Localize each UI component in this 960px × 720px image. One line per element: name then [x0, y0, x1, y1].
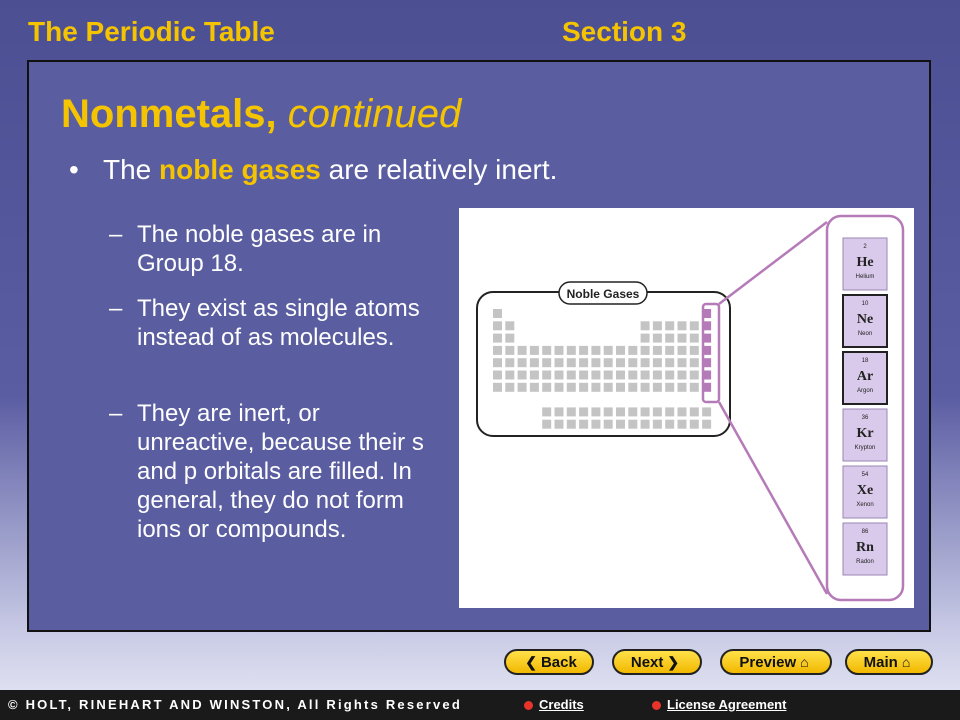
table-cell: [678, 321, 687, 330]
table-cell: [542, 358, 551, 367]
table-cell: [678, 407, 687, 416]
table-cell: [678, 346, 687, 355]
license-link-label: License Agreement: [667, 697, 787, 712]
element-tile: [843, 523, 887, 575]
bullet-highlight: noble gases: [159, 154, 321, 185]
table-cell: [702, 407, 711, 416]
house-icon: ⌂: [800, 654, 809, 670]
element-number: 10: [861, 301, 869, 307]
zoom-line-bottom: [719, 402, 827, 594]
bullet-text-pre: The: [103, 154, 160, 185]
element-symbol: Ne: [856, 312, 874, 327]
bullet-text-post: are relatively inert.: [320, 154, 558, 185]
table-cell: [690, 420, 699, 429]
chevron-left-icon: ❮: [525, 653, 537, 670]
noble-gases-label: Noble Gases: [566, 287, 640, 301]
table-cell: [493, 321, 502, 330]
element-symbol: Xe: [856, 483, 874, 498]
table-cell: [542, 420, 551, 429]
table-cell: [530, 358, 539, 367]
main-button[interactable]: [845, 649, 933, 675]
table-cell: [604, 407, 613, 416]
bullet-dot-icon: [652, 701, 661, 710]
table-cell: [690, 383, 699, 392]
table-cell: [653, 371, 662, 380]
copyright-text: © HOLT, RINEHART AND WINSTON, All Rights Reserved: [8, 697, 462, 712]
table-cell: [567, 371, 576, 380]
periodic-table-diagram: [459, 208, 914, 608]
header-title: The Periodic Table: [28, 16, 275, 47]
element-tile: [843, 409, 887, 461]
table-cell: [665, 321, 674, 330]
table-cell: [616, 383, 625, 392]
sub-bullet: [109, 294, 439, 352]
preview-button-label: Preview: [739, 653, 797, 671]
table-cell: [628, 420, 637, 429]
element-number: 36: [861, 415, 869, 421]
table-cell: [505, 346, 514, 355]
table-cell: [567, 407, 576, 416]
element-tile: [843, 352, 887, 404]
sub-text: They exist as single atoms instead of as molecules.: [137, 295, 420, 351]
table-cell: [665, 420, 674, 429]
table-cell: [518, 346, 527, 355]
table-cell: [591, 358, 600, 367]
element-symbol: He: [856, 255, 874, 270]
slide-panel: [27, 60, 931, 632]
table-cell: [690, 346, 699, 355]
table-cell: [653, 383, 662, 392]
table-cell: [641, 321, 650, 330]
house-icon: ⌂: [901, 654, 911, 670]
element-name: Neon: [857, 331, 873, 337]
table-cell: [604, 346, 613, 355]
table-cell: [555, 407, 564, 416]
element-name: Xenon: [856, 502, 874, 508]
table-cell: [653, 358, 662, 367]
license-agreement-link[interactable]: [652, 697, 786, 712]
table-cell: [628, 383, 637, 392]
table-cell: [518, 371, 527, 380]
element-number: 2: [863, 244, 867, 250]
table-cell: [616, 420, 625, 429]
table-cell: [567, 346, 576, 355]
table-cell: [493, 371, 502, 380]
table-cell: [604, 383, 613, 392]
table-cell: [678, 371, 687, 380]
credits-link-label: Credits: [539, 697, 584, 712]
bullet-marker: •: [69, 154, 79, 185]
table-cell: [579, 358, 588, 367]
main-bullet: [69, 154, 557, 186]
table-cell: [690, 358, 699, 367]
table-cell: [493, 309, 502, 318]
table-cell: [591, 346, 600, 355]
table-cell: [678, 358, 687, 367]
table-cell: [653, 420, 662, 429]
table-cell: [579, 420, 588, 429]
table-cell: [567, 420, 576, 429]
table-cell: [653, 321, 662, 330]
table-cell: [702, 420, 711, 429]
table-cell: [555, 358, 564, 367]
table-cell: [616, 346, 625, 355]
table-cell: [518, 358, 527, 367]
table-cell: [493, 383, 502, 392]
table-cell: [591, 420, 600, 429]
slide-title-continued: continued: [287, 92, 462, 136]
element-name: Argon: [856, 388, 874, 394]
table-cell: [641, 371, 650, 380]
sub-bullet: [109, 399, 439, 544]
table-cell: [616, 371, 625, 380]
table-cell: [579, 346, 588, 355]
table-cell: [628, 346, 637, 355]
table-cell: [628, 371, 637, 380]
table-cell: [665, 407, 674, 416]
sub-dash: –: [109, 295, 123, 322]
table-cell: [542, 383, 551, 392]
element-name: Radon: [856, 559, 874, 565]
table-cell: [690, 321, 699, 330]
table-cell: [518, 383, 527, 392]
table-cell: [493, 334, 502, 343]
table-cell: [690, 334, 699, 343]
element-number: 18: [861, 358, 869, 364]
table-cell: [604, 358, 613, 367]
element-symbol: Rn: [856, 540, 874, 555]
element-number: 86: [861, 529, 869, 535]
footer-bar: [0, 690, 960, 720]
element-tile: [843, 238, 887, 290]
table-cell: [653, 346, 662, 355]
zoom-line-top: [719, 222, 827, 304]
table-cell: [665, 358, 674, 367]
credits-link[interactable]: [524, 697, 584, 712]
table-cell: [505, 371, 514, 380]
slide-title-main: Nonmetals,: [61, 92, 277, 136]
table-cell: [690, 371, 699, 380]
table-cell: [505, 383, 514, 392]
table-cell: [641, 334, 650, 343]
sub-dash: –: [109, 400, 123, 427]
table-cell: [542, 407, 551, 416]
sub-dash: –: [109, 221, 123, 248]
next-button[interactable]: [612, 649, 702, 675]
table-cell: [555, 420, 564, 429]
chevron-right-icon: ❯: [667, 653, 680, 670]
element-name: Helium: [855, 274, 875, 280]
table-cell: [493, 358, 502, 367]
element-number: 54: [861, 472, 869, 478]
table-cell: [665, 334, 674, 343]
table-cell: [542, 346, 551, 355]
noble-gases-figure: [459, 208, 914, 608]
table-cell: [641, 420, 650, 429]
bullet-dot-icon: [524, 701, 533, 710]
table-cell: [555, 371, 564, 380]
table-cell: [591, 383, 600, 392]
table-cell: [505, 321, 514, 330]
sub-text: They are inert, or unreactive, because their s and p orbitals are filled. In general, they do not form ions or compounds.: [137, 400, 424, 543]
element-tile: [843, 466, 887, 518]
table-cell: [505, 334, 514, 343]
back-button[interactable]: [504, 649, 594, 675]
element-symbol: Kr: [856, 426, 874, 441]
slide-title: [61, 92, 461, 137]
main-button-label: Main: [863, 653, 898, 671]
table-cell: [579, 383, 588, 392]
table-cell: [678, 383, 687, 392]
preview-button[interactable]: [720, 649, 832, 675]
table-cell: [530, 346, 539, 355]
table-cell: [579, 407, 588, 416]
table-cell: [505, 358, 514, 367]
table-cell: [579, 371, 588, 380]
table-cell: [616, 358, 625, 367]
table-cell: [567, 358, 576, 367]
table-cell: [641, 346, 650, 355]
table-cell: [641, 358, 650, 367]
table-cell: [591, 371, 600, 380]
table-cell: [690, 407, 699, 416]
periodic-table-cells: [493, 309, 711, 429]
element-tile: [843, 295, 887, 347]
table-cell: [616, 407, 625, 416]
table-cell: [653, 334, 662, 343]
table-cell: [653, 407, 662, 416]
back-button-label: Back: [540, 653, 577, 671]
table-cell: [665, 346, 674, 355]
element-name: Krypton: [854, 445, 876, 451]
table-cell: [555, 346, 564, 355]
table-cell: [530, 371, 539, 380]
table-cell: [665, 371, 674, 380]
table-cell: [542, 371, 551, 380]
table-cell: [604, 371, 613, 380]
sub-text: The noble gases are in Group 18.: [137, 221, 382, 277]
table-cell: [641, 383, 650, 392]
table-cell: [641, 407, 650, 416]
table-cell: [628, 358, 637, 367]
header-section: Section 3: [562, 16, 687, 47]
table-cell: [604, 420, 613, 429]
table-cell: [591, 407, 600, 416]
table-cell: [555, 383, 564, 392]
table-cell: [665, 383, 674, 392]
table-cell: [493, 346, 502, 355]
table-cell: [567, 383, 576, 392]
next-button-label: Next: [630, 653, 664, 671]
table-cell: [678, 334, 687, 343]
table-cell: [628, 407, 637, 416]
element-symbol: Ar: [856, 369, 874, 384]
sub-bullet: [109, 220, 439, 278]
table-cell: [678, 420, 687, 429]
table-cell: [530, 383, 539, 392]
